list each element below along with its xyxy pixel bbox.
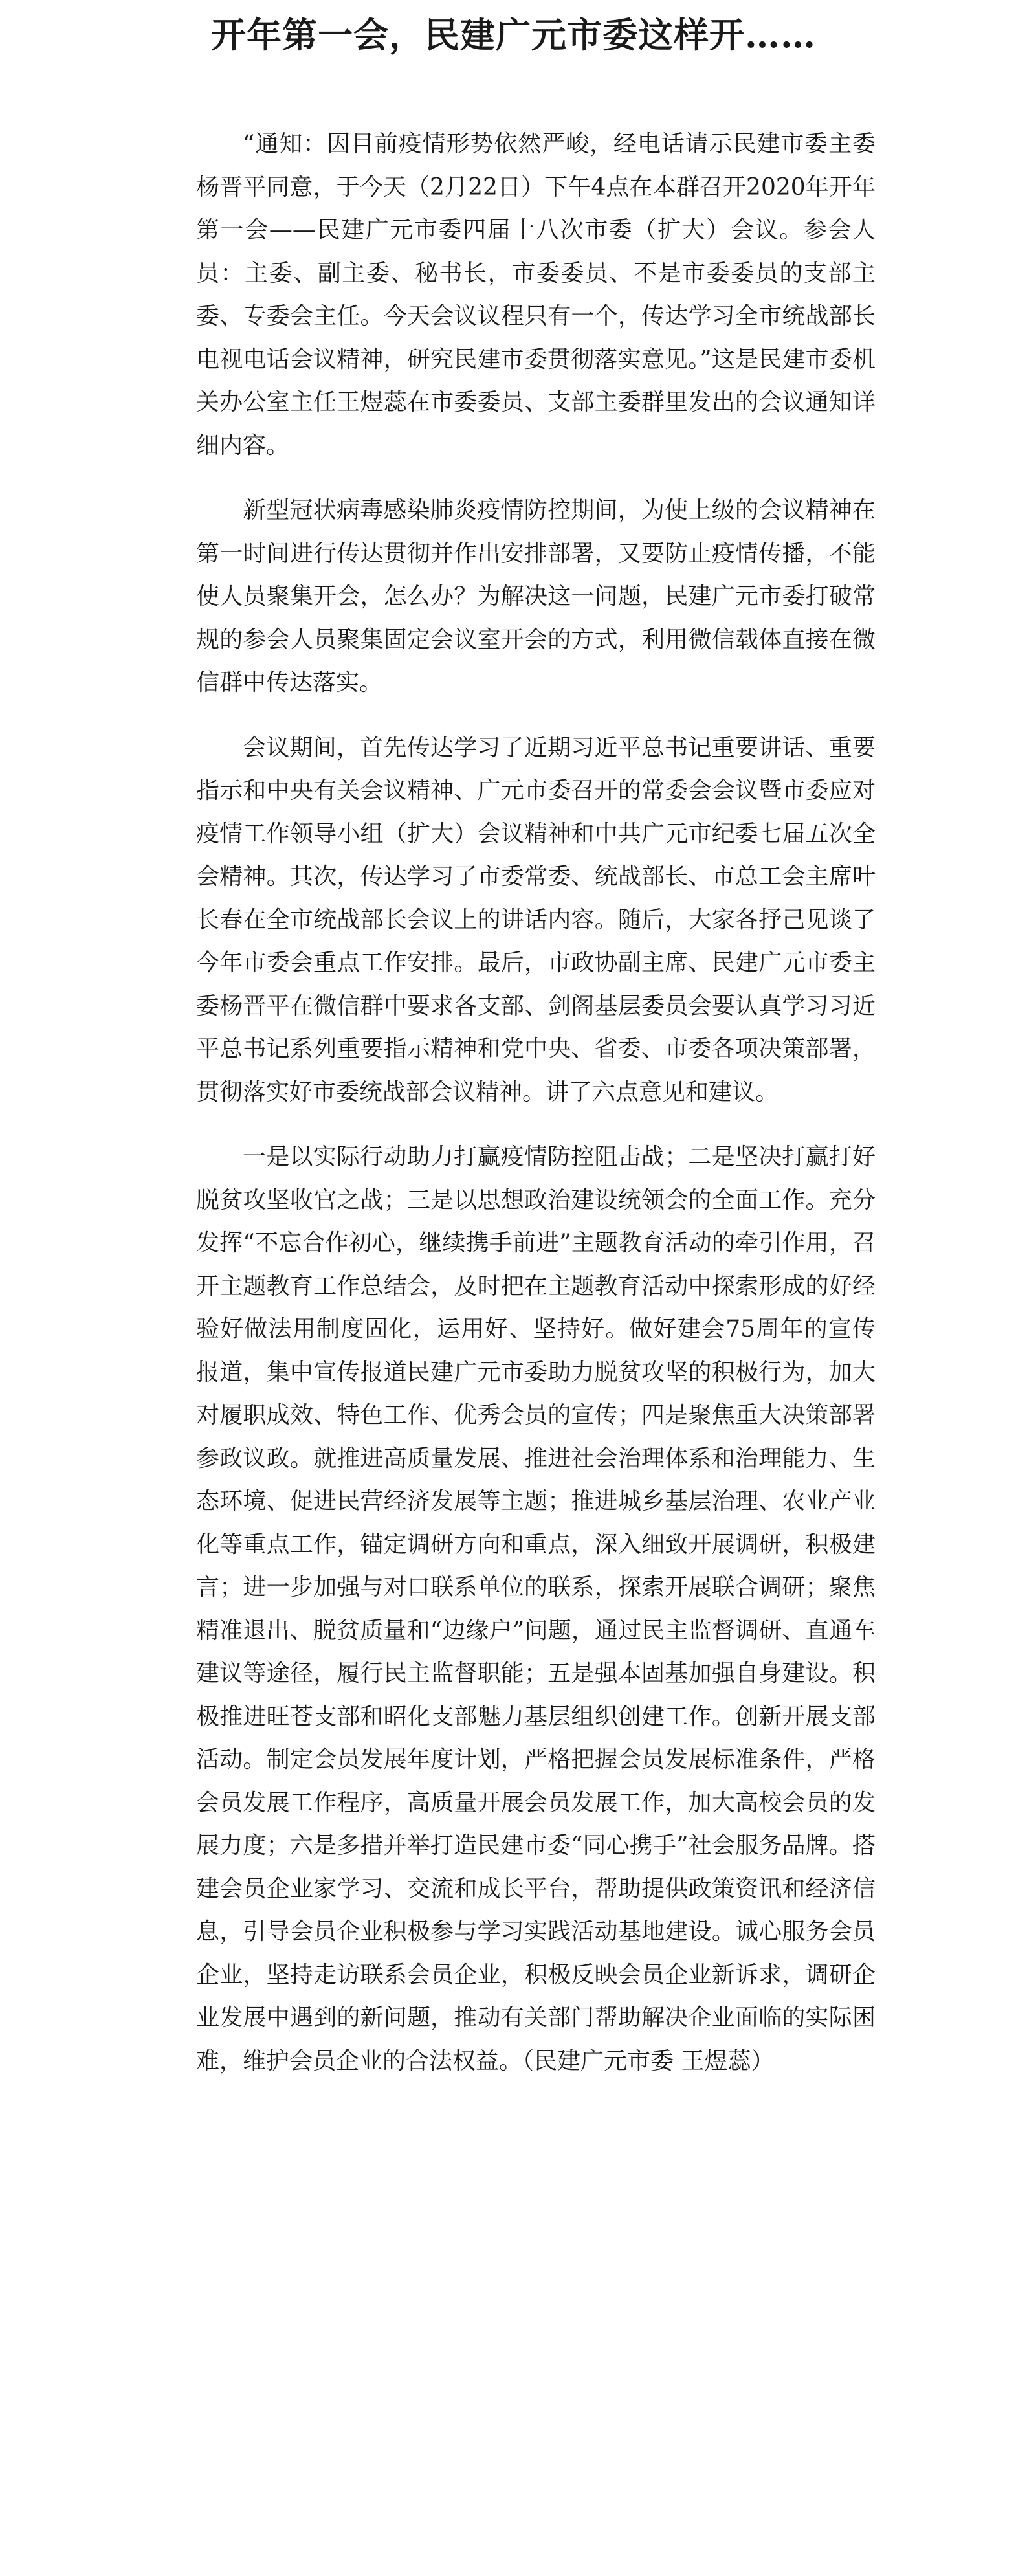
paragraph-wechat-meeting: 新型冠状病毒感染肺炎疫情防控期间，为使上级的会议精神在第一时间进行传达贯彻并作出安排部署，又要防止疫情传播，不能使人员聚集开会，怎么办？为解决这一问题，民建广元市委打破常规的参会人员聚集固定会议室开会的方式，利用微信载体直接在微信群中传达落实。: [196, 497, 876, 696]
paragraph-meeting-notice: “通知：因目前疫情形势依然严峻，经电话请示民建市委主委杨晋平同意，于今天（2月22日）下午4点在本群召开2020年开年第一会——民建广元市委四届十八次市委（扩大）会议。参会人员：主委、副主委、秘书长，市委委员、不是市委委员的支部主委、专委会主任。今天会议议程只有一个，传达学习全市统战部长电视电话会议精神，研究民建市委贯彻落实意见。”这是民建市委机关办公室主任王煜蕊在市委委员、支部主委群里发出的会议通知详细内容。: [196, 131, 876, 459]
article-title: 开年第一会，民建广元市委这样开……: [211, 14, 816, 56]
paragraph-meeting-content: 会议期间，首先传达学习了近期习近平总书记重要讲话、重要指示和中央有关会议精神、广元市委召开的常委会会议暨市委应对疫情工作领导小组（扩大）会议精神和中共广元市纪委七届五次全会精神。其次，传达学习了市委常委、统战部长、市总工会主席叶长春在全市统战部长会议上的讲话内容。随后，大家各抒己见谈了今年市委会重点工作安排。最后，市政协副主席、民建广元市委主委杨晋平在微信群中要求各支部、剑阁基层委员会要认真学习习近平总书记系列重要指示精神和党中央、省委、市委各项决策部署，贯彻落实好市委统战部会议精神。讲了六点意见和建议。: [196, 734, 876, 1105]
paragraph-six-suggestions: 一是以实际行动助力打赢疫情防控阻击战；二是坚决打赢打好脱贫攻坚收官之战；三是以思想政治建设统领会的全面工作。充分发挥“不忘合作初心，继续携手前进”主题教育活动的牵引作用，召开主题教育工作总结会，及时把在主题教育活动中探索形成的好经验好做法用制度固化，运用好、坚持好。做好建会75周年的宣传报道，集中宣传报道民建广元市委助力脱贫攻坚的积极行为，加大对履职成效、特色工作、优秀会员的宣传；四是聚焦重大决策部署参政议政。就推进高质量发展、推进社会治理体系和治理能力、生态环境、促进民营经济发展等主题；推进城乡基层治理、农业产业化等重点工作，锚定调研方向和重点，深入细致开展调研，积极建言；进一步加强与对口联系单位的联系，探索开展联合调研；聚焦精准退出、脱贫质量和“边缘户”问题，通过民主监督调研、直通车建议等途径，履行民主监督职能；五是强本固基加强自身建设。积极推进旺苍支部和昭化支部魅力基层组织创建工作。创新开展支部活动。制定会员发展年度计划，严格把握会员发展标准条件，严格会员发展工作程序，高质量开展会员发展工作，加大高校会员的发展力度；六是多措并举打造民建市委“同心携手”社会服务品牌。搭建会员企业家学习、交流和成长平台，帮助提供政策资讯和经济信息，引导会员企业积极参与学习实践活动基地建设。诚心服务会员企业，坚持走访联系会员企业，积极反映会员企业新诉求，调研企业发展中遇到的新问题，推动有关部门帮助解决企业面临的实际困难，维护会员企业的合法权益。（民建广元市委 王煜蕊）: [196, 1144, 876, 2074]
article-body: [196, 123, 876, 2083]
